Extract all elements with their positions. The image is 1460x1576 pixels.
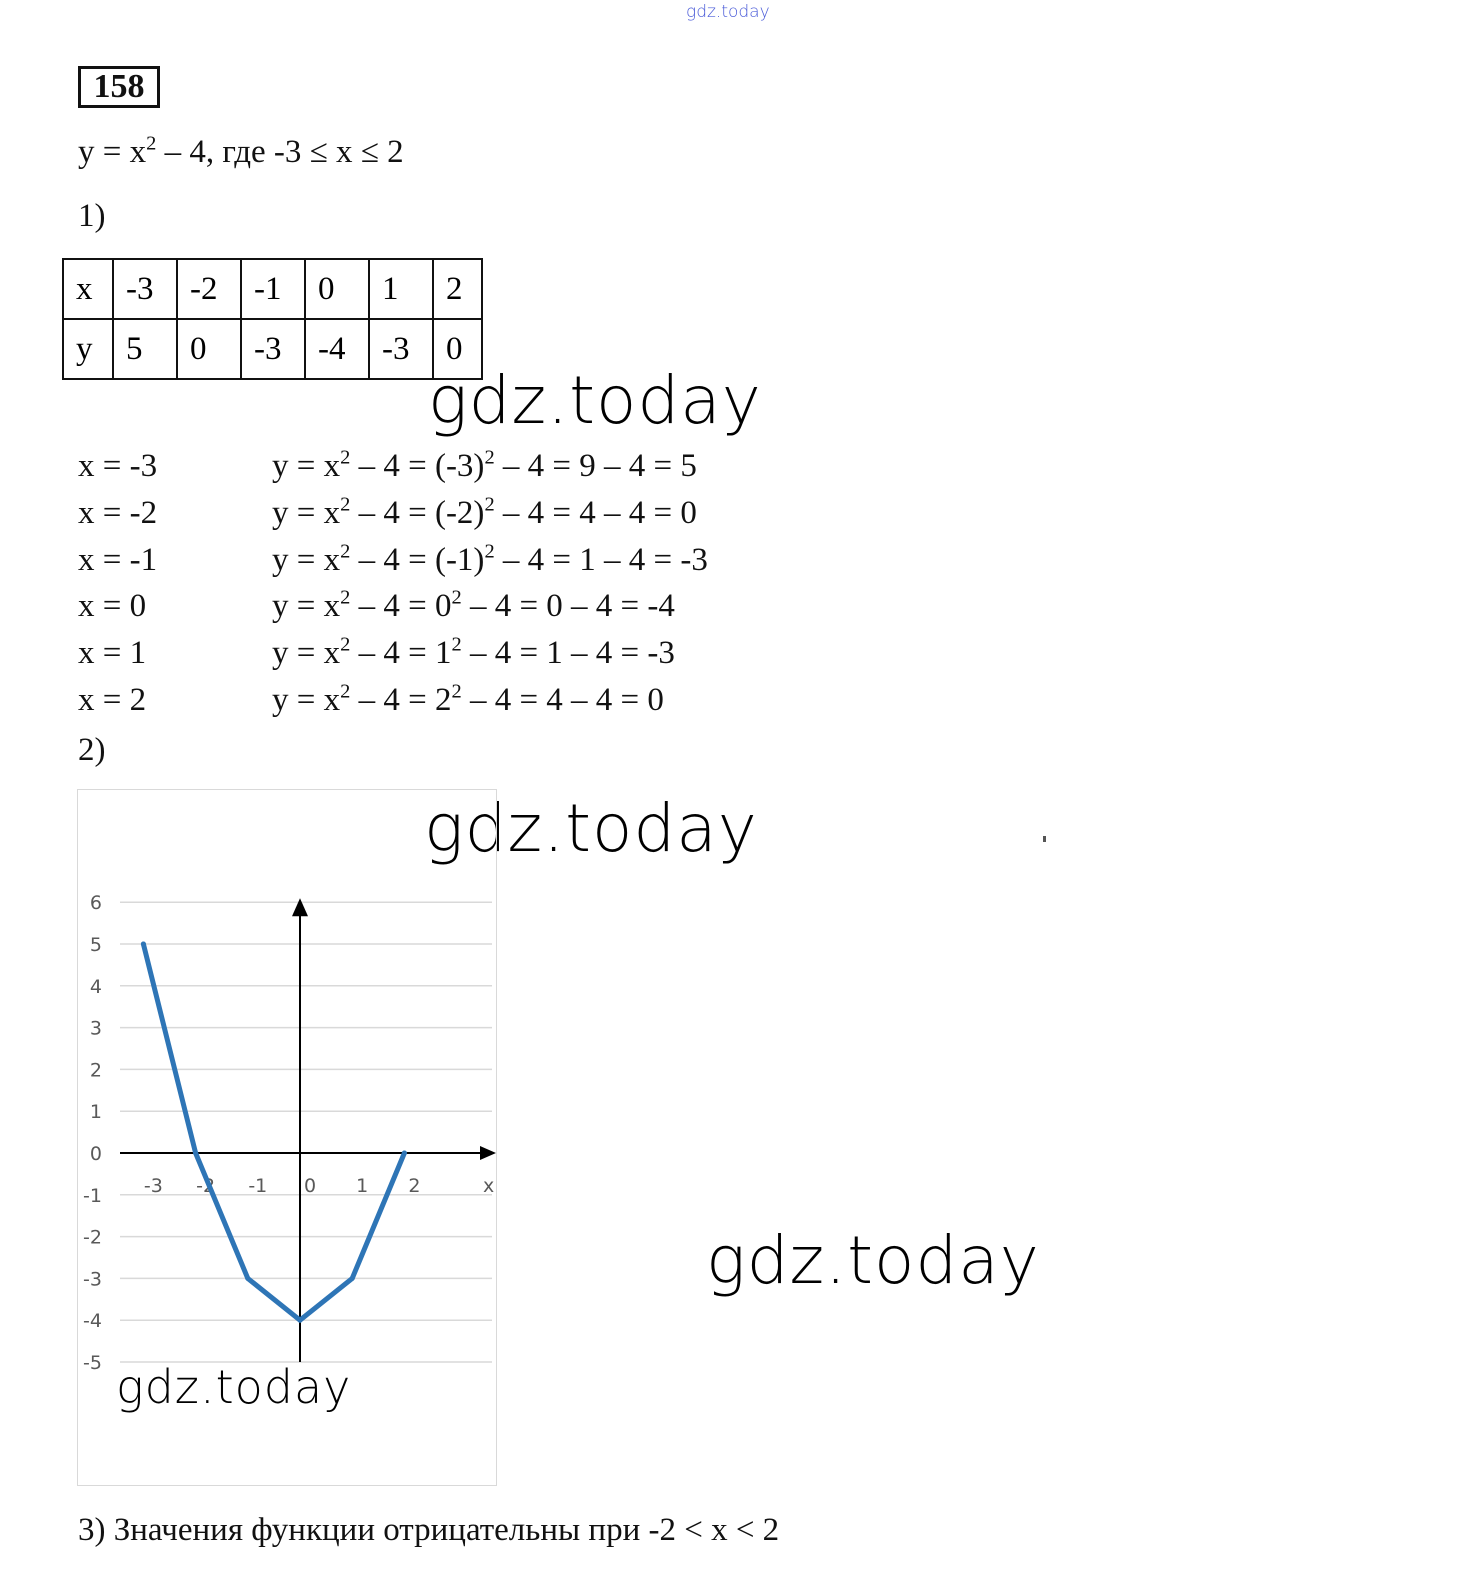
- table-cell: 5: [113, 319, 177, 379]
- x-tick-label: 1: [356, 1175, 369, 1197]
- part2-label: 2): [78, 732, 106, 768]
- y-tick-label: 3: [89, 1017, 102, 1040]
- y-tick-label: 2: [89, 1059, 102, 1082]
- x-tick-label: 2: [408, 1175, 421, 1197]
- y-tick-label: -5: [83, 1352, 102, 1374]
- calc-x-label: x = 1: [78, 635, 147, 671]
- y-tick-label: -2: [83, 1226, 102, 1249]
- calc-expression: $y = x^2 - 4 = (-3)^2 - 4 = 9 - 4 = 5$: [272, 446, 697, 484]
- data-point: [298, 1318, 303, 1323]
- x-tick-label: -1: [248, 1175, 268, 1197]
- y-tick-label: 1: [89, 1101, 102, 1124]
- table-cell: -1: [241, 259, 305, 319]
- y-tick-label: 6: [89, 892, 102, 915]
- calc-expression: $y = x^2 - 4 = (-1)^2 - 4 = 1 - 4 = -3$: [272, 540, 708, 578]
- watermark-2: gdz.today: [424, 790, 758, 867]
- y-tick-label: 4: [89, 975, 102, 998]
- table-cell: 0: [305, 259, 369, 319]
- table-cell: y: [63, 319, 113, 379]
- series-line: [143, 944, 404, 1320]
- condition-suffix: – 4, где -3 ≤ x ≤ 2: [156, 134, 404, 170]
- problem-number: 158: [78, 66, 160, 108]
- table-cell: -4: [305, 319, 369, 379]
- calc-expression: $y = x^2 - 4 = 2^2 - 4 = 4 - 4 = 0$: [272, 680, 664, 718]
- calc-expression: $y = x^2 - 4 = (-2)^2 - 4 = 4 - 4 = 0$: [272, 493, 697, 531]
- calc-x-label: x = 0: [78, 588, 147, 624]
- condition-prefix: y = x: [78, 134, 147, 170]
- data-point: [402, 1151, 407, 1156]
- calc-expression: $y = x^2 - 4 = 1^2 - 4 = 1 - 4 = -3$: [272, 633, 675, 671]
- table-cell: -3: [113, 259, 177, 319]
- table-cell: 1: [369, 259, 433, 319]
- data-point: [193, 1151, 198, 1156]
- y-axis-arrow: [292, 898, 308, 916]
- y-tick-label: 5: [89, 934, 102, 956]
- calc-x-label: x = 2: [78, 682, 147, 718]
- x-axis-label: x: [483, 1175, 495, 1197]
- table-cell: -3: [369, 319, 433, 379]
- table-row: [63, 319, 482, 379]
- y-tick-label: -4: [83, 1310, 102, 1333]
- table-cell: 0: [433, 319, 482, 379]
- watermark-top: gdz.today: [686, 2, 770, 22]
- table-row: [63, 259, 482, 319]
- problem-condition: [78, 134, 404, 171]
- part3-answer: 3) Значения функции отрицательны при -2 < x < 2: [78, 1512, 780, 1548]
- x-tick-label: -2: [196, 1175, 216, 1197]
- calc-x-label: x = -1: [78, 542, 158, 578]
- table-cell: 0: [177, 319, 241, 379]
- data-point: [141, 942, 146, 947]
- part1-label: 1): [78, 198, 106, 234]
- calc-x-label: x = -2: [78, 495, 158, 531]
- x-tick-label: 0: [303, 1175, 317, 1197]
- x-axis-arrow: [480, 1146, 496, 1160]
- calc-x-label: x = -3: [78, 448, 158, 484]
- x-tick-label: -3: [143, 1175, 163, 1197]
- watermark-3: gdz.today: [706, 1222, 1040, 1299]
- condition-exponent: 2: [146, 132, 157, 155]
- watermark-1: gdz.today: [428, 362, 762, 439]
- table-cell: x: [63, 259, 113, 319]
- table-cell: 2: [433, 259, 482, 319]
- y-tick-label: -3: [83, 1268, 102, 1291]
- calc-expression: $y = x^2 - 4 = 0^2 - 4 = 0 - 4 = -4$: [272, 586, 675, 624]
- data-point: [245, 1276, 250, 1281]
- values-table: [62, 258, 483, 380]
- watermark-chart: gdz.today: [116, 1360, 352, 1414]
- table-cell: -3: [241, 319, 305, 379]
- data-point: [350, 1276, 355, 1281]
- y-tick-label: 0: [89, 1143, 102, 1165]
- y-tick-label: -1: [83, 1184, 102, 1207]
- stray-mark: [1043, 836, 1046, 842]
- table-cell: -2: [177, 259, 241, 319]
